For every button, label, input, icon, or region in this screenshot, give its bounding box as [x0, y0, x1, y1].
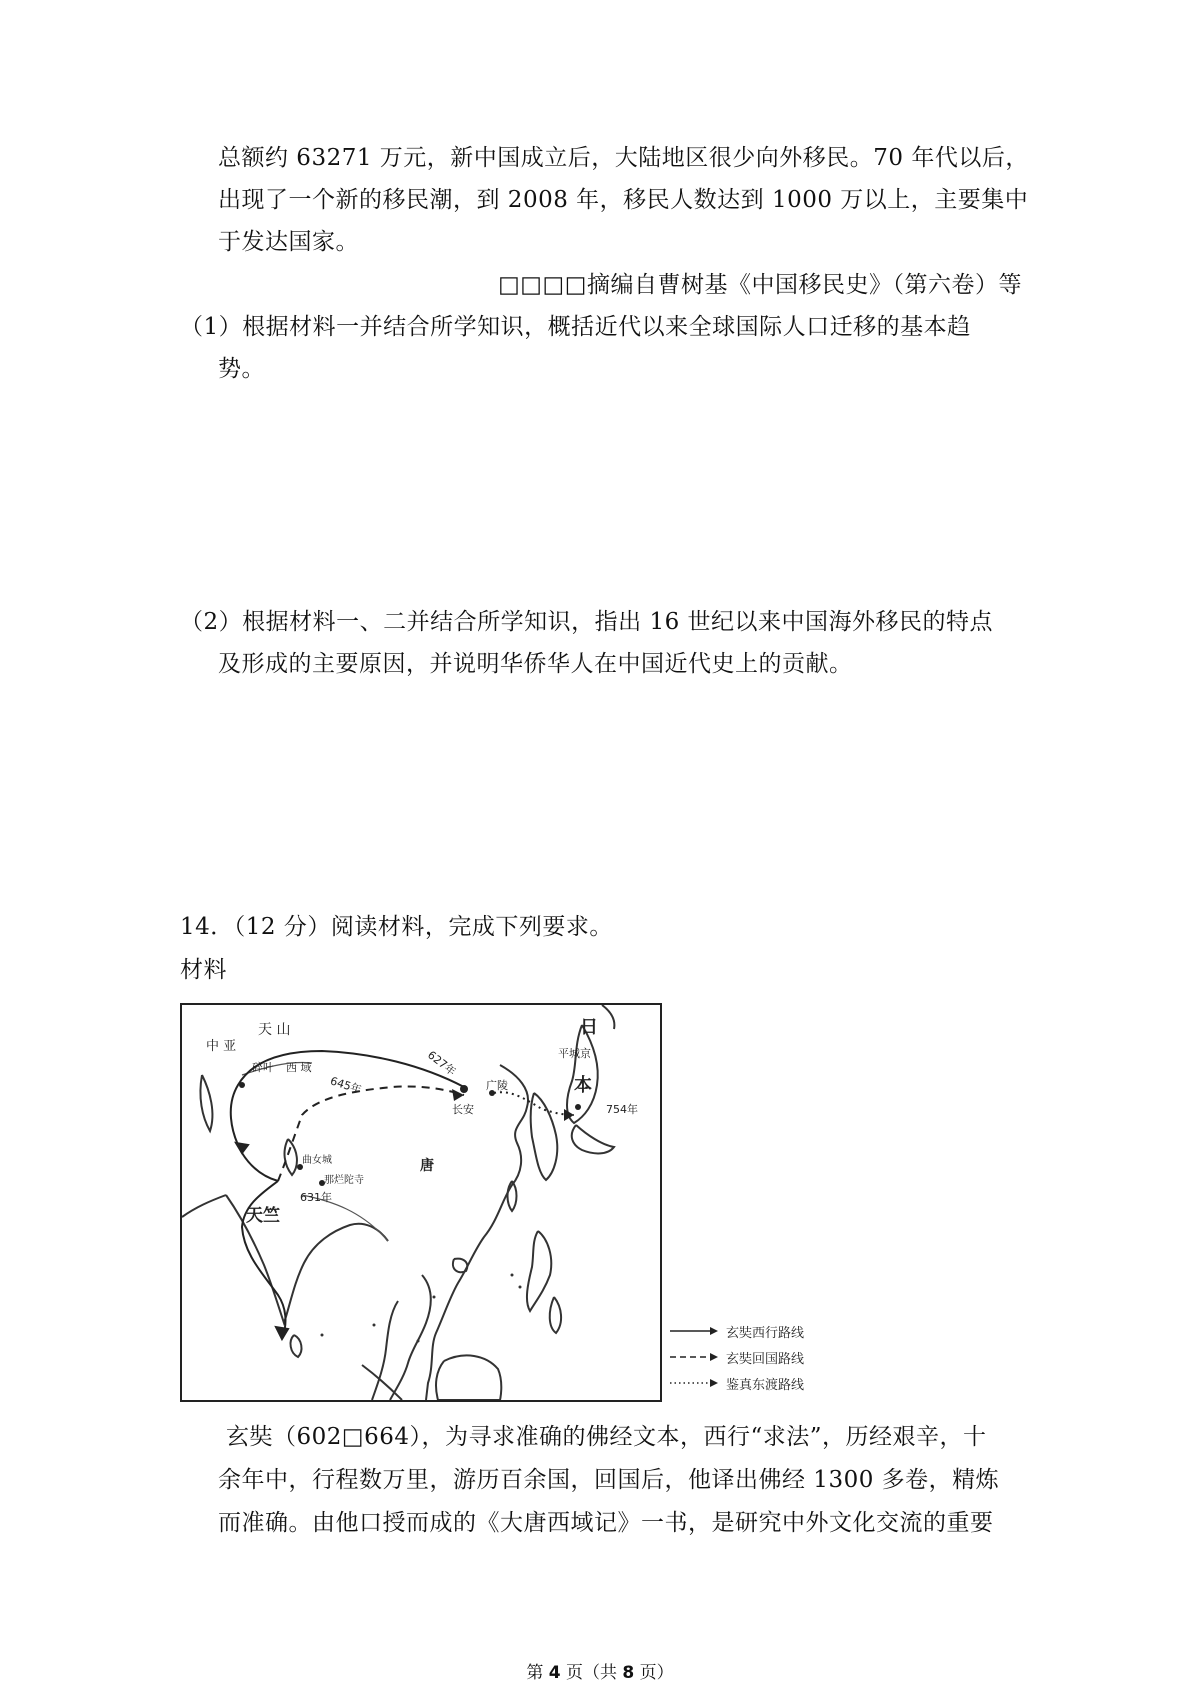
label-year-754: 754年: [606, 1103, 638, 1116]
label-tianshan: 天 山: [258, 1022, 291, 1038]
coastline-west: [182, 1195, 226, 1217]
route-map: [180, 1003, 662, 1402]
label-year-645: 645年: [328, 1074, 364, 1097]
korea-outline: [531, 1093, 558, 1180]
question-text: （2）根据材料一、二并结合所学知识，指出 16 世纪以来中国海外移民的特点: [180, 609, 994, 635]
question-text: 及形成的主要原因，并说明华侨华人在中国近代史上的贡献。: [218, 651, 853, 677]
legend-solid-line: [668, 1326, 720, 1336]
legend-label: 玄奘西行路线: [726, 1326, 805, 1341]
legend-item: [668, 1374, 848, 1392]
arrowhead: [564, 1109, 574, 1121]
japan-outline: [572, 1125, 614, 1153]
passage-line: 余年中，行程数万里，游历百余国，回国后，他译出佛经 1300 多卷，精炼: [218, 1467, 1000, 1493]
question-text: 势。: [218, 356, 265, 382]
text-line: 出现了一个新的移民潮，到 2008 年，移民人数达到 1000 万以上，主要集中: [218, 187, 1029, 213]
footer-text: 第: [526, 1663, 549, 1683]
route-return: [278, 1086, 464, 1181]
text-line: 于发达国家。: [218, 229, 359, 255]
source-citation: □□□□摘编自曹树基《中国移民史》（第六卷）等: [498, 272, 1022, 298]
label-changan: 长安: [452, 1103, 474, 1116]
label-year-627: 627年: [425, 1048, 459, 1079]
lake-outline: [285, 1139, 297, 1175]
label-japan: 日: [580, 1017, 598, 1038]
passage-line: 玄奘（602□664），为寻求准确的佛经文本，西行“求法”，历经艰辛，十: [226, 1424, 987, 1450]
question-heading: 14．（12 分）阅读材料，完成下列要求。: [180, 914, 613, 940]
changan-marker: [460, 1085, 468, 1093]
indochina-outline: [390, 1275, 431, 1400]
philippines-outline: [527, 1231, 551, 1311]
legend-label: 鉴真东渡路线: [726, 1378, 805, 1393]
label-suiye: 碎叶: [252, 1061, 274, 1074]
lake-outline: [200, 1075, 212, 1131]
philippines-outline: [550, 1297, 561, 1333]
footer-text: 页）: [634, 1663, 674, 1683]
label-japan-ben: 本: [574, 1075, 592, 1096]
label-western-regions: 西 域: [286, 1061, 312, 1074]
label-year-631: 631年: [300, 1191, 332, 1204]
label-tang: 唐: [420, 1158, 434, 1174]
label-japan-city: 平城京: [558, 1047, 591, 1060]
coastline: [426, 1065, 528, 1400]
legend-item: [668, 1322, 848, 1340]
label-tianzhu: 天竺: [246, 1206, 280, 1226]
text-line: 总额约 63271 万元，新中国成立后，大陆地区很少向外移民。70 年代以后，: [218, 145, 1029, 171]
arrowhead: [236, 1143, 248, 1153]
legend-dashed-line: [668, 1352, 720, 1362]
label-guangling: 广陵: [486, 1079, 508, 1092]
label-central-asia: 中 亚: [206, 1039, 237, 1054]
passage-line: 而准确。由他口授而成的《大唐西域记》一书，是研究中外文化交流的重要: [218, 1510, 994, 1536]
arrowhead: [276, 1327, 288, 1339]
japan-city-marker: [575, 1104, 581, 1110]
label-qunucheng: 曲女城: [302, 1155, 332, 1166]
page-total: 8: [622, 1663, 635, 1683]
legend-label: 玄奘回国路线: [726, 1352, 805, 1367]
srilanka-outline: [291, 1335, 302, 1357]
label-nalanda: 那烂陀寺: [324, 1175, 364, 1186]
question-text: （1）根据材料一并结合所学知识，概括近代以来全球国际人口迁移的基本趋: [180, 314, 971, 340]
japan-outline: [602, 1005, 614, 1029]
footer-text: 页（共: [560, 1663, 623, 1683]
legend-dotted-line: [668, 1378, 720, 1388]
legend-item: [668, 1348, 848, 1366]
borneo-outline: [436, 1355, 501, 1400]
material-label: 材料: [180, 957, 227, 983]
page-footer: [0, 1658, 1200, 1683]
page-number: 4: [548, 1663, 561, 1683]
suiye-marker: [239, 1082, 245, 1088]
